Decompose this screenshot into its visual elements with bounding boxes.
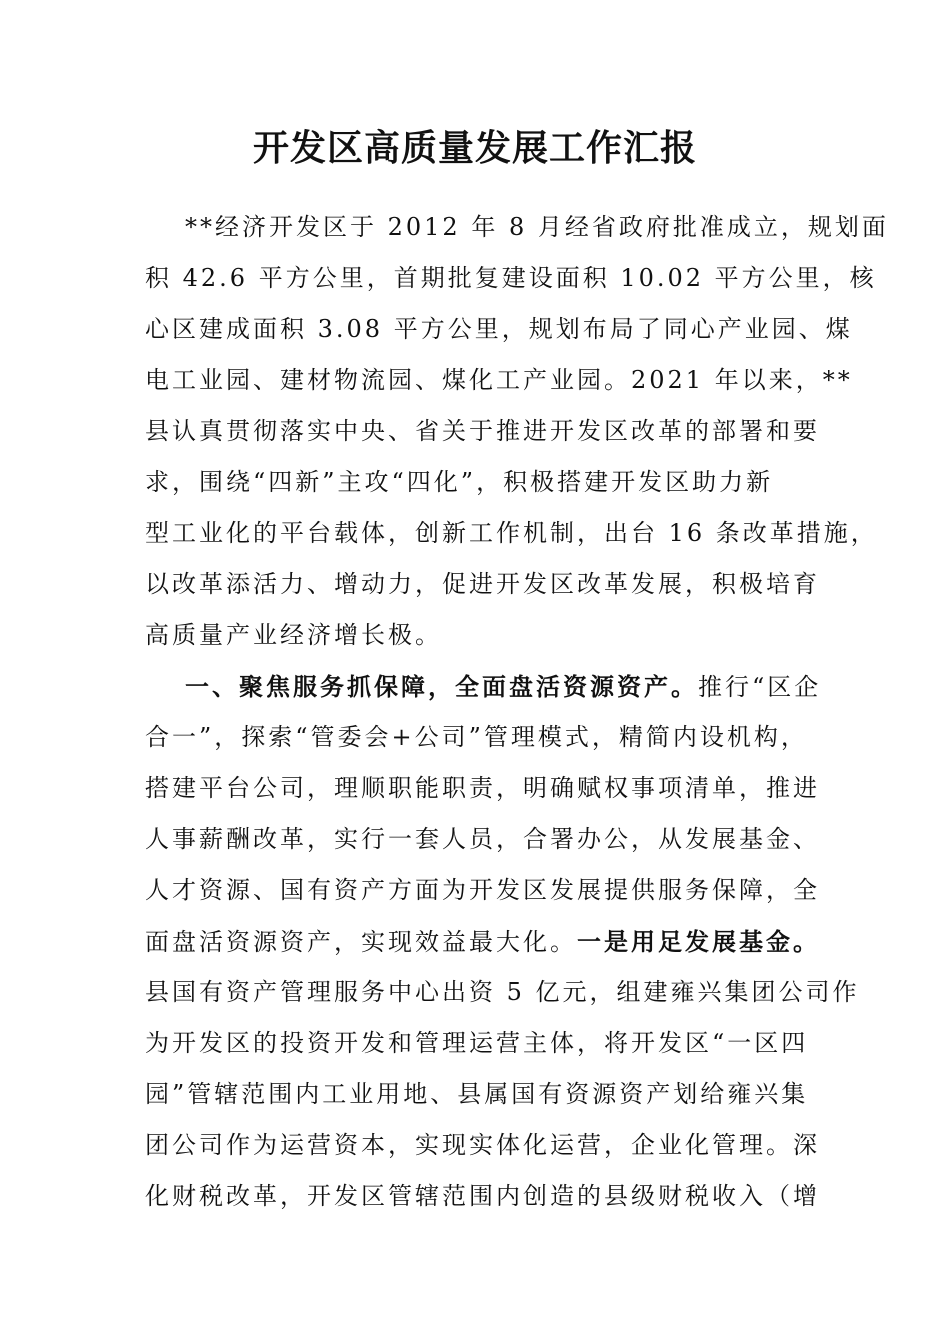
paragraph-line: 积 42.6 平方公里，首期批复建设面积 10.02 平方公里，核 bbox=[145, 264, 877, 292]
paragraph-line: 园”管辖范围内工业用地、县属国有资源资产划给雍兴集 bbox=[145, 1080, 809, 1108]
paragraph-line: 化财税改革，开发区管辖范围内创造的县级财税收入（增 bbox=[145, 1182, 820, 1210]
paragraph-line: 高质量产业经济增长极。 bbox=[145, 621, 442, 649]
section-heading: 一、聚焦服务抓保障，全面盘活资源资产。 bbox=[185, 672, 698, 701]
paragraph-line: 心区建成面积 3.08 平方公里，规划布局了同心产业园、煤 bbox=[145, 315, 853, 343]
paragraph-line: 以改革添活力、增动力，促进开发区改革发展，积极培育 bbox=[145, 570, 820, 598]
paragraph-line: 合一”，探索“管委会+公司”管理模式，精简内设机构， bbox=[145, 723, 808, 751]
paragraph-line bbox=[145, 202, 889, 253]
subsection-heading: 一是用足发展基金。 bbox=[577, 927, 820, 956]
paragraph-line: 搭建平台公司，理顺职能职责，明确赋权事项清单，推进 bbox=[145, 774, 820, 802]
paragraph-line: 县国有资产管理服务中心出资 5 亿元，组建雍兴集团公司作 bbox=[145, 978, 860, 1006]
paragraph-line: 人事薪酬改革，实行一套人员，合署办公，从发展基金、 bbox=[145, 825, 820, 853]
paragraph-line-text: 面盘活资源资产，实现效益最大化。 bbox=[145, 928, 577, 956]
paragraph-line bbox=[145, 916, 825, 967]
section-one-paragraph bbox=[145, 661, 860, 1222]
paragraph-line: 县认真贯彻落实中央、省关于推进开发区改革的部署和要 bbox=[145, 417, 820, 445]
document-title: 开发区高质量发展工作汇报 bbox=[252, 127, 697, 169]
paragraph-line: 为开发区的投资开发和管理运营主体，将开发区“一区四 bbox=[145, 1029, 809, 1057]
paragraph-line bbox=[145, 661, 825, 712]
intro-paragraph bbox=[145, 202, 889, 661]
paragraph-line: 型工业化的平台载体，创新工作机制，出台 16 条改革措施， bbox=[145, 519, 878, 547]
paragraph-line: 求，围绕“四新”主攻“四化”，积极搭建开发区助力新 bbox=[145, 468, 774, 496]
paragraph-line-text: 推行“区企 bbox=[698, 673, 822, 701]
paragraph-line: 人才资源、国有资产方面为开发区发展提供服务保障，全 bbox=[145, 876, 820, 904]
paragraph-line-text: **经济开发区于 2012 年 8 月经省政府批准成立，规划面 bbox=[185, 213, 889, 241]
paragraph-line: 团公司作为运营资本，实现实体化运营，企业化管理。深 bbox=[145, 1131, 820, 1159]
paragraph-line: 电工业园、建材物流园、煤化工产业园。2021 年以来，** bbox=[145, 366, 853, 394]
